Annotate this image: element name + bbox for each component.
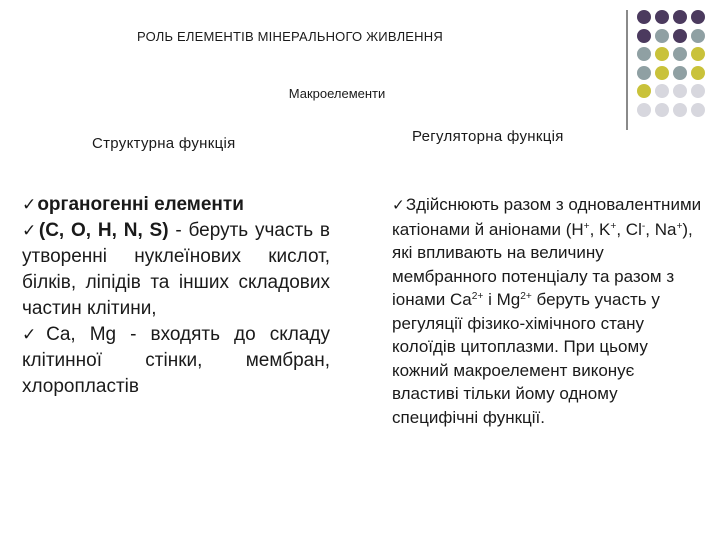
decorative-vertical-line: [626, 10, 628, 130]
list-item: [22, 192, 330, 218]
decorative-dot: [673, 47, 687, 61]
checkmark-icon: ✓: [392, 196, 405, 214]
regulatory-text-part: , K: [589, 219, 611, 239]
decorative-dot: [655, 66, 669, 80]
decorative-dot: [673, 29, 687, 43]
decorative-dot: [691, 84, 705, 98]
decorative-dot: [673, 66, 687, 80]
regulatory-text-part: беруть участь у регуляції фізико-хімічного стану колоїдів цитоплазми. При цьому кожний макроелемент виконує властиві тільки йому одному специфічні функції.: [392, 290, 660, 427]
decorative-dot-grid: [637, 10, 705, 117]
regulatory-function-text: [392, 193, 704, 429]
decorative-dot: [691, 47, 705, 61]
structural-function-list: [22, 192, 330, 400]
decorative-dot: [637, 66, 651, 80]
decorative-dot: [655, 29, 669, 43]
list-item: [392, 193, 704, 429]
regulatory-function-heading: Регуляторна функція: [412, 128, 564, 145]
checkmark-icon: ✓: [22, 325, 46, 345]
checkmark-icon: ✓: [22, 221, 38, 241]
ion-charge: +: [610, 220, 617, 232]
ion-charge: 2+: [520, 290, 532, 302]
regulatory-text-part: Здійснюють разом з одновалентними катіонами й аніонами (H: [392, 195, 702, 239]
decorative-dot: [691, 66, 705, 80]
decorative-dot: [637, 29, 651, 43]
decorative-dot: [673, 10, 687, 24]
organogenic-symbols-text: (C, O, H, N, S): [38, 220, 169, 241]
decorative-dot: [655, 10, 669, 24]
slide-subtitle: Макроелементи: [288, 86, 386, 101]
ion-charge: +: [676, 220, 683, 232]
decorative-dot: [673, 84, 687, 98]
decorative-dot: [691, 29, 705, 43]
regulatory-text-part: і Mg: [483, 290, 521, 309]
list-item: [22, 218, 330, 322]
list-item: [22, 322, 330, 400]
structural-function-heading: Структурна функція: [92, 135, 236, 152]
checkmark-icon: ✓: [22, 195, 37, 215]
decorative-dot: [673, 103, 687, 117]
regulatory-text-part: , Cl: [616, 219, 642, 239]
organogenic-elements-text: органогенні елементи: [37, 194, 244, 215]
decorative-dot: [655, 84, 669, 98]
decorative-dot: [637, 103, 651, 117]
decorative-dot: [637, 10, 651, 24]
ca-mg-role-text: Ca, Mg - входять до складу клітинної стінки, мембран, хлоропластів: [22, 324, 331, 397]
decorative-dot: [655, 47, 669, 61]
slide-title: РОЛЬ ЕЛЕМЕНТІВ МІНЕРАЛЬНОГО ЖИВЛЕННЯ: [137, 29, 443, 44]
decorative-dot: [691, 103, 705, 117]
decorative-dot: [637, 84, 651, 98]
organogenic-role-text: - беруть участь в утворенні нуклеїнових кислот, білків, ліпідів та інших складових частин клітини,: [22, 220, 331, 319]
decorative-dot: [637, 47, 651, 61]
ion-charge: 2+: [471, 290, 484, 302]
decorative-dot: [691, 10, 705, 24]
regulatory-text-part: , Na: [645, 219, 677, 239]
regulatory-text-part: ), які впливають на величину мембранного потенціалу та разом з іонами Ca: [392, 219, 693, 309]
ion-charge: +: [583, 220, 590, 232]
decorative-dot: [655, 103, 669, 117]
ion-charge: -: [641, 220, 646, 232]
